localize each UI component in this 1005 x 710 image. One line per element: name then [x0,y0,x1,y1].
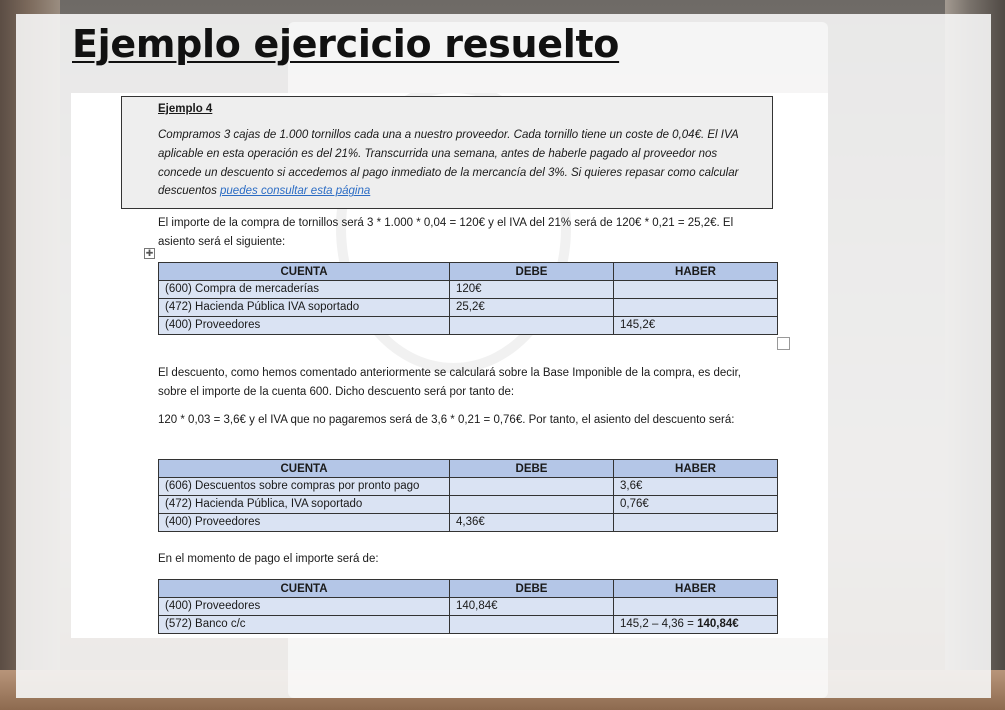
cell-debe [450,478,614,496]
cell-debe: 120€ [450,281,614,299]
cell-haber [614,281,778,299]
header-debe: DEBE [450,263,614,281]
table-row [159,299,778,317]
resize-handle-icon[interactable] [777,337,790,350]
header-cuenta: CUENTA [159,580,450,598]
table-row [159,281,778,299]
paragraph-payment: En el momento de pago el importe será de: [158,553,379,565]
header-haber: HABER [614,580,778,598]
haber-total: 140,84€ [697,618,739,630]
table-row [159,598,778,616]
cell-haber: 145,2€ [614,317,778,335]
header-debe: DEBE [450,460,614,478]
table-row [159,514,778,532]
cell-debe: 25,2€ [450,299,614,317]
move-handle-icon[interactable]: ✚ [145,248,154,258]
haber-formula: 145,2 – 4,36 = [620,618,698,630]
journal-table-purchase [158,262,778,335]
cell-haber [614,514,778,532]
example-text [158,126,743,201]
example-title: Ejemplo 4 [158,103,213,115]
paragraph-discount-calc: 120 * 0,03 = 3,6€ y el IVA que no pagaremos será de 3,6 * 0,21 = 0,76€. Por tanto, el asiento del descuento será: [158,414,735,426]
example-body: Compramos 3 cajas de 1.000 tornillos cada una a nuestro proveedor. Cada tornillo tiene un coste de 0,04€. El IVA aplicable en esta operación es del 21%. Transcurrida una semana, antes de haberle pagado al proveedor nos concede un descuento si accedemos al pago inmediato de la mercancía del 3%. Si quieres repasar como calcular descuentos [158,129,739,198]
journal-table-payment [158,579,778,634]
cell-cuenta: (400) Proveedores [159,317,450,335]
table-row [159,317,778,335]
cell-haber: 0,76€ [614,496,778,514]
table-row [159,478,778,496]
cell-haber: 3,6€ [614,478,778,496]
cell-cuenta: (472) Hacienda Pública, IVA soportado [159,496,450,514]
cell-debe [450,496,614,514]
header-cuenta: CUENTA [159,460,450,478]
cell-haber [614,299,778,317]
document-image [71,93,828,638]
cell-cuenta: (606) Descuentos sobre compras por pronto pago [159,478,450,496]
header-haber: HABER [614,263,778,281]
header-cuenta: CUENTA [159,263,450,281]
cell-cuenta: (472) Hacienda Pública IVA soportado [159,299,450,317]
paragraph-purchase: El importe de la compra de tornillos será 3 * 1.000 * 0,04 = 120€ y el IVA del 21% será de 120€ * 0,21 = 25,2€. El asiento será el siguiente: [158,217,734,248]
cell-haber [614,598,778,616]
cell-debe: 4,36€ [450,514,614,532]
table-header-row [159,460,778,478]
cell-cuenta: (400) Proveedores [159,598,450,616]
slide-title: Ejemplo ejercicio resuelto [72,22,620,66]
header-haber: HABER [614,460,778,478]
header-debe: DEBE [450,580,614,598]
journal-table-discount [158,459,778,532]
table-row [159,496,778,514]
table-header-row [159,263,778,281]
discount-link[interactable]: puedes consultar esta página [220,185,371,198]
table-header-row [159,580,778,598]
example-box [121,96,773,209]
cell-debe: 140,84€ [450,598,614,616]
cell-debe [450,317,614,335]
cell-cuenta: (600) Compra de mercaderías [159,281,450,299]
cell-debe [450,616,614,634]
cell-cuenta: (572) Banco c/c [159,616,450,634]
cell-cuenta: (400) Proveedores [159,514,450,532]
table-row [159,616,778,634]
cell-haber [614,616,778,634]
paragraph-discount: El descuento, como hemos comentado anteriormente se calculará sobre la Base Imponible de la compra, es decir, sobre el importe de la cuenta 600. Dicho descuento será por tanto de: [158,367,741,398]
